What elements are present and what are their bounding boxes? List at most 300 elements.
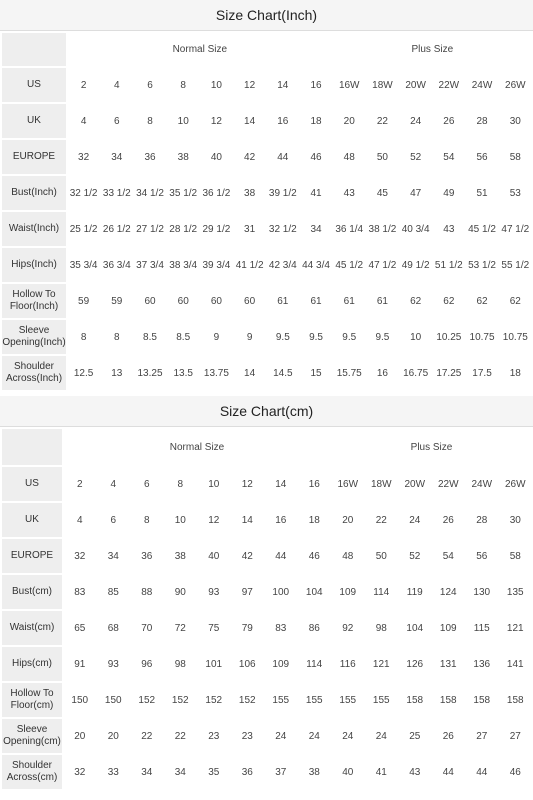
table-cell: 9.5 (300, 320, 331, 354)
table-row (2, 212, 531, 246)
table-cell: 24 (265, 719, 297, 753)
table-cell: 22 (131, 719, 163, 753)
table-cell: 9.5 (267, 320, 298, 354)
table-cell: 45 (367, 176, 398, 210)
table-cell: 10.25 (433, 320, 464, 354)
table-cell: 13.25 (134, 356, 165, 390)
table-cell: 42 (234, 140, 265, 174)
table-cell: 109 (265, 647, 297, 681)
table-cell: 36 3/4 (101, 248, 132, 282)
table-cell: 79 (232, 611, 264, 645)
table-cell: 6 (131, 467, 163, 501)
table-cell: 92 (332, 611, 364, 645)
table-cell: 44 (265, 539, 297, 573)
table-cell: 26 (433, 719, 465, 753)
table-cell: 17.5 (466, 356, 497, 390)
table-cell: 150 (64, 683, 96, 717)
table-cell: 60 (134, 284, 165, 318)
table-cell: 22 (366, 503, 398, 537)
table-cell: 70 (131, 611, 163, 645)
table-cell: 46 (500, 755, 532, 789)
table-cell: 65 (64, 611, 96, 645)
table-cell: 41 1/2 (234, 248, 265, 282)
table-cell: 135 (500, 575, 532, 609)
table-row (2, 104, 531, 138)
table-row (2, 320, 531, 354)
table-cell: 9.5 (367, 320, 398, 354)
table-cell: 150 (98, 683, 130, 717)
table-cell: 16.75 (400, 356, 431, 390)
table-cell: 16W (332, 467, 364, 501)
table-cell: 10 (400, 320, 431, 354)
table-cell: 27 (466, 719, 498, 753)
table-cell: 48 (334, 140, 365, 174)
table-cell: 24 (366, 719, 398, 753)
table-cell: 155 (366, 683, 398, 717)
table-cell: 24W (466, 467, 498, 501)
table-cell: 18 (300, 104, 331, 138)
table-cell: 23 (198, 719, 230, 753)
table-cell: 47 (400, 176, 431, 210)
table-cell: 61 (267, 284, 298, 318)
table-cell: 14 (267, 68, 298, 102)
table-cell: 38 (299, 755, 331, 789)
table-cell: 8.5 (168, 320, 199, 354)
table-cell: 10.75 (466, 320, 497, 354)
table-cell: 16 (300, 68, 331, 102)
table-cell: 60 (168, 284, 199, 318)
table-cell: 24W (466, 68, 497, 102)
table-cell: 141 (500, 647, 532, 681)
table-cell: 52 (400, 140, 431, 174)
cm-chart-title: Size Chart(cm) (0, 396, 533, 427)
table-row (2, 719, 531, 753)
table-cell: 18W (367, 68, 398, 102)
table-cell: 10 (201, 68, 232, 102)
table-cell: 62 (466, 284, 497, 318)
table-row (2, 755, 531, 789)
table-cell: 13 (101, 356, 132, 390)
table-cell: 20 (98, 719, 130, 753)
table-cell: 31 (234, 212, 265, 246)
table-cell: 36 1/4 (334, 212, 365, 246)
table-cell: 152 (232, 683, 264, 717)
table-cell: 42 3/4 (267, 248, 298, 282)
table-row (2, 284, 531, 318)
table-cell: 35 (198, 755, 230, 789)
table-cell: 126 (399, 647, 431, 681)
table-cell: 36 1/2 (201, 176, 232, 210)
table-cell: 43 (399, 755, 431, 789)
cm-size-table (0, 427, 533, 791)
table-cell: 12 (198, 503, 230, 537)
table-row (2, 68, 531, 102)
table-cell: 8.5 (134, 320, 165, 354)
table-cell: 38 1/2 (367, 212, 398, 246)
table-cell: 38 (165, 539, 197, 573)
table-row (2, 356, 531, 390)
table-cell: 109 (332, 575, 364, 609)
table-cell: 114 (366, 575, 398, 609)
table-cell: 158 (399, 683, 431, 717)
table-row (2, 467, 531, 501)
table-cell: 20W (400, 68, 431, 102)
table-cell: 30 (500, 503, 532, 537)
table-cell: 14 (234, 356, 265, 390)
normal-size-group-header: Normal Size (68, 33, 332, 66)
table-cell: 16 (267, 104, 298, 138)
table-cell: 16 (299, 467, 331, 501)
table-cell: 4 (101, 68, 132, 102)
table-cell: 9 (201, 320, 232, 354)
table-cell: 37 3/4 (134, 248, 165, 282)
table-cell: 54 (433, 539, 465, 573)
table-cell: 68 (98, 611, 130, 645)
table-cell: 36 (232, 755, 264, 789)
table-cell: 152 (165, 683, 197, 717)
size-group-header-row (2, 33, 531, 66)
table-cell: 26W (500, 467, 532, 501)
row-label: Hollow To Floor(Inch) (2, 284, 66, 318)
table-cell: 14 (265, 467, 297, 501)
table-cell: 85 (98, 575, 130, 609)
table-cell: 15.75 (334, 356, 365, 390)
table-cell: 29 1/2 (201, 212, 232, 246)
table-cell: 10 (165, 503, 197, 537)
table-cell: 83 (265, 611, 297, 645)
table-cell: 12.5 (68, 356, 99, 390)
table-cell: 152 (198, 683, 230, 717)
table-cell: 27 (500, 719, 532, 753)
table-cell: 16 (265, 503, 297, 537)
plus-size-group-header: Plus Size (332, 429, 531, 465)
table-cell: 49 1/2 (400, 248, 431, 282)
table-cell: 32 (68, 140, 99, 174)
table-cell: 28 1/2 (168, 212, 199, 246)
table-cell: 4 (98, 467, 130, 501)
row-label: UK (2, 104, 66, 138)
table-cell: 26 1/2 (101, 212, 132, 246)
table-cell: 53 1/2 (466, 248, 497, 282)
table-cell: 62 (500, 284, 531, 318)
table-row (2, 683, 531, 717)
table-cell: 20W (399, 467, 431, 501)
table-cell: 2 (68, 68, 99, 102)
row-label: US (2, 68, 66, 102)
table-cell: 119 (399, 575, 431, 609)
table-cell: 106 (232, 647, 264, 681)
table-cell: 83 (64, 575, 96, 609)
table-cell: 152 (131, 683, 163, 717)
table-cell: 39 1/2 (267, 176, 298, 210)
table-cell: 20 (334, 104, 365, 138)
table-cell: 131 (433, 647, 465, 681)
table-cell: 8 (168, 68, 199, 102)
table-cell: 8 (101, 320, 132, 354)
row-label: EUROPE (2, 140, 66, 174)
table-cell: 6 (134, 68, 165, 102)
table-cell: 22W (433, 68, 464, 102)
table-cell: 9.5 (334, 320, 365, 354)
table-cell: 48 (332, 539, 364, 573)
table-cell: 61 (300, 284, 331, 318)
row-label: Hips(Inch) (2, 248, 66, 282)
table-row (2, 176, 531, 210)
table-cell: 61 (367, 284, 398, 318)
table-cell: 114 (299, 647, 331, 681)
table-cell: 56 (466, 539, 498, 573)
table-cell: 61 (334, 284, 365, 318)
table-cell: 24 (299, 719, 331, 753)
table-cell: 51 (466, 176, 497, 210)
table-cell: 86 (299, 611, 331, 645)
table-cell: 16 (367, 356, 398, 390)
table-cell: 96 (131, 647, 163, 681)
table-cell: 115 (466, 611, 498, 645)
table-cell: 32 (64, 539, 96, 573)
table-cell: 155 (332, 683, 364, 717)
table-cell: 36 (131, 539, 163, 573)
table-cell: 32 (64, 755, 96, 789)
table-cell: 50 (366, 539, 398, 573)
table-cell: 26W (500, 68, 531, 102)
table-cell: 88 (131, 575, 163, 609)
table-cell: 30 (500, 104, 531, 138)
table-cell: 22W (433, 467, 465, 501)
row-label: US (2, 467, 62, 501)
table-cell: 44 3/4 (300, 248, 331, 282)
table-cell: 40 (201, 140, 232, 174)
table-row (2, 140, 531, 174)
table-cell: 25 (399, 719, 431, 753)
row-label: Shoulder Across(Inch) (2, 356, 66, 390)
inch-chart-title: Size Chart(Inch) (0, 0, 533, 31)
table-row (2, 539, 531, 573)
row-label: Hips(cm) (2, 647, 62, 681)
table-cell: 38 (234, 176, 265, 210)
table-cell: 50 (367, 140, 398, 174)
table-cell: 41 (300, 176, 331, 210)
table-row (2, 503, 531, 537)
table-cell: 37 (265, 755, 297, 789)
table-cell: 6 (101, 104, 132, 138)
table-cell: 91 (64, 647, 96, 681)
table-cell: 136 (466, 647, 498, 681)
table-cell: 55 1/2 (500, 248, 531, 282)
table-cell: 12 (234, 68, 265, 102)
row-label: Hollow To Floor(cm) (2, 683, 62, 717)
table-cell: 60 (201, 284, 232, 318)
table-cell: 98 (366, 611, 398, 645)
table-cell: 28 (466, 503, 498, 537)
table-cell: 44 (267, 140, 298, 174)
table-cell: 155 (265, 683, 297, 717)
table-row (2, 611, 531, 645)
table-cell: 62 (400, 284, 431, 318)
table-cell: 59 (101, 284, 132, 318)
table-cell: 10 (168, 104, 199, 138)
table-cell: 158 (466, 683, 498, 717)
table-cell: 14 (234, 104, 265, 138)
table-cell: 16W (334, 68, 365, 102)
table-cell: 24 (332, 719, 364, 753)
table-cell: 116 (332, 647, 364, 681)
table-cell: 2 (64, 467, 96, 501)
table-cell: 13.5 (168, 356, 199, 390)
table-cell: 121 (500, 611, 532, 645)
table-cell: 36 (134, 140, 165, 174)
table-cell: 26 (433, 503, 465, 537)
table-cell: 121 (366, 647, 398, 681)
table-cell: 18 (299, 503, 331, 537)
row-label: EUROPE (2, 539, 62, 573)
table-cell: 34 1/2 (134, 176, 165, 210)
table-cell: 40 (198, 539, 230, 573)
table-cell: 4 (68, 104, 99, 138)
table-cell: 43 (334, 176, 365, 210)
normal-size-group-header: Normal Size (64, 429, 330, 465)
table-cell: 43 (433, 212, 464, 246)
table-cell: 17.25 (433, 356, 464, 390)
table-cell: 58 (500, 539, 532, 573)
row-label: Bust(Inch) (2, 176, 66, 210)
row-label: Sleeve Opening(Inch) (2, 320, 66, 354)
table-cell: 8 (134, 104, 165, 138)
table-cell: 8 (68, 320, 99, 354)
table-cell: 104 (399, 611, 431, 645)
inch-size-table (0, 31, 533, 392)
table-cell: 4 (64, 503, 96, 537)
table-cell: 42 (232, 539, 264, 573)
table-cell: 44 (433, 755, 465, 789)
table-cell: 8 (131, 503, 163, 537)
table-cell: 6 (98, 503, 130, 537)
table-cell: 41 (366, 755, 398, 789)
table-cell: 18W (366, 467, 398, 501)
table-cell: 24 (400, 104, 431, 138)
table-cell: 14 (232, 503, 264, 537)
table-cell: 20 (64, 719, 96, 753)
table-cell: 14.5 (267, 356, 298, 390)
table-cell: 155 (299, 683, 331, 717)
table-cell: 46 (299, 539, 331, 573)
table-cell: 45 1/2 (466, 212, 497, 246)
table-row (2, 575, 531, 609)
table-cell: 158 (433, 683, 465, 717)
table-cell: 35 1/2 (168, 176, 199, 210)
table-cell: 59 (68, 284, 99, 318)
table-cell: 40 (332, 755, 364, 789)
table-cell: 34 (300, 212, 331, 246)
table-cell: 101 (198, 647, 230, 681)
table-cell: 23 (232, 719, 264, 753)
table-cell: 34 (131, 755, 163, 789)
table-row (2, 647, 531, 681)
table-cell: 49 (433, 176, 464, 210)
table-cell: 40 3/4 (400, 212, 431, 246)
table-cell: 58 (500, 140, 531, 174)
row-label: Bust(cm) (2, 575, 62, 609)
table-cell: 98 (165, 647, 197, 681)
table-cell: 25 1/2 (68, 212, 99, 246)
row-label: UK (2, 503, 62, 537)
table-cell: 52 (399, 539, 431, 573)
table-cell: 26 (433, 104, 464, 138)
table-cell: 130 (466, 575, 498, 609)
table-cell: 51 1/2 (433, 248, 464, 282)
table-cell: 12 (232, 467, 264, 501)
table-cell: 54 (433, 140, 464, 174)
table-cell: 93 (98, 647, 130, 681)
table-cell: 35 3/4 (68, 248, 99, 282)
table-cell: 22 (367, 104, 398, 138)
table-cell: 93 (198, 575, 230, 609)
table-cell: 38 (168, 140, 199, 174)
table-cell: 75 (198, 611, 230, 645)
table-cell: 100 (265, 575, 297, 609)
table-cell: 56 (466, 140, 497, 174)
table-cell: 109 (433, 611, 465, 645)
row-label: Shoulder Across(cm) (2, 755, 62, 789)
size-group-header-row (2, 429, 531, 465)
table-cell: 34 (101, 140, 132, 174)
table-cell: 46 (300, 140, 331, 174)
table-cell: 124 (433, 575, 465, 609)
table-cell: 27 1/2 (134, 212, 165, 246)
table-cell: 8 (165, 467, 197, 501)
row-label: Waist(cm) (2, 611, 62, 645)
table-cell: 33 1/2 (101, 176, 132, 210)
table-cell: 10.75 (500, 320, 531, 354)
table-cell: 12 (201, 104, 232, 138)
table-cell: 104 (299, 575, 331, 609)
table-cell: 97 (232, 575, 264, 609)
table-cell: 34 (165, 755, 197, 789)
table-cell: 47 1/2 (367, 248, 398, 282)
table-cell: 72 (165, 611, 197, 645)
table-cell: 13.75 (201, 356, 232, 390)
table-cell: 45 1/2 (334, 248, 365, 282)
row-label: Sleeve Opening(cm) (2, 719, 62, 753)
table-cell: 39 3/4 (201, 248, 232, 282)
table-cell: 33 (98, 755, 130, 789)
table-cell: 44 (466, 755, 498, 789)
table-cell: 10 (198, 467, 230, 501)
table-cell: 60 (234, 284, 265, 318)
table-cell: 53 (500, 176, 531, 210)
table-cell: 34 (98, 539, 130, 573)
table-cell: 20 (332, 503, 364, 537)
header-corner-cell (2, 33, 66, 66)
plus-size-group-header: Plus Size (334, 33, 531, 66)
table-cell: 22 (165, 719, 197, 753)
table-row (2, 248, 531, 282)
table-cell: 15 (300, 356, 331, 390)
table-cell: 90 (165, 575, 197, 609)
row-label: Waist(Inch) (2, 212, 66, 246)
table-cell: 9 (234, 320, 265, 354)
table-cell: 28 (466, 104, 497, 138)
table-cell: 24 (399, 503, 431, 537)
table-cell: 38 3/4 (168, 248, 199, 282)
table-cell: 47 1/2 (500, 212, 531, 246)
table-cell: 32 1/2 (267, 212, 298, 246)
table-cell: 18 (500, 356, 531, 390)
header-corner-cell (2, 429, 62, 465)
table-cell: 62 (433, 284, 464, 318)
table-cell: 32 1/2 (68, 176, 99, 210)
table-cell: 158 (500, 683, 532, 717)
